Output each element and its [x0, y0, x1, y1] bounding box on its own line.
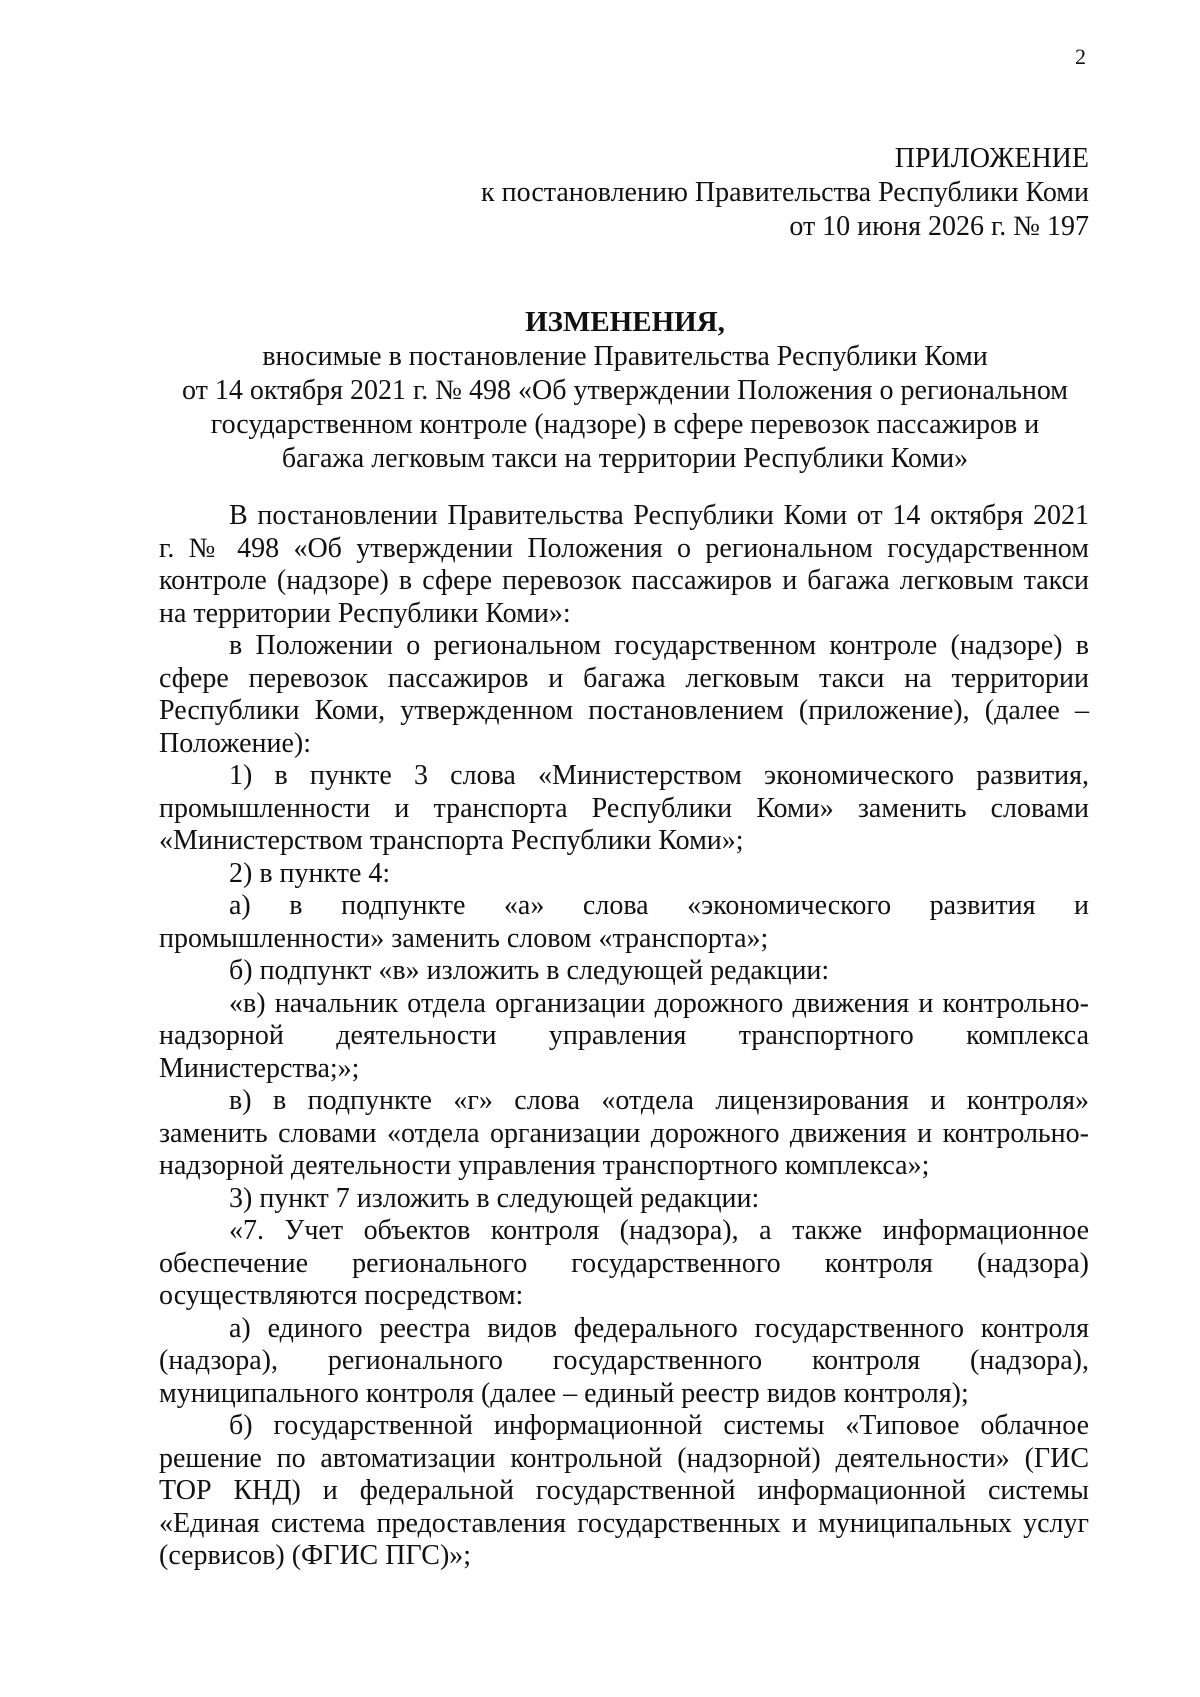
paragraph-item-7a: а) единого реестра видов федерального государственного контроля (надзора), регионального государственного контроля (надзора), муниципального контроля (далее – единый реестр видов контроля);: [159, 1312, 1089, 1409]
paragraph-item-2c: в) в подпункте «г» слова «отдела лицензирования и контроля» заменить словами «отдела организации дорожного движения и контрольно-надзорной деятельности управления транспортного комплекса»;: [159, 1085, 1089, 1181]
paragraph-intro: В постановлении Правительства Республики Коми от 14 октября 2021 г. № 498 «Об утверждении Положения о региональном государственном контроле (надзоре) в сфере перевозок пассажиров и багажа легковым такси на территории Республики Коми»:: [159, 500, 1089, 629]
paragraph-item-3: 3) пункт 7 изложить в следующей редакции:: [229, 1182, 760, 1214]
document-heading: [160, 305, 1090, 476]
appendix-reference: к постановлению Правительства Республики Коми: [481, 177, 1089, 208]
appendix-date: от 10 июня 2026 г. № 197: [789, 211, 1089, 242]
document-title: ИЗМЕНЕНИЯ,: [525, 306, 725, 338]
paragraph-item-2: 2) в пункте 4:: [229, 857, 391, 889]
paragraph-item-1: 1) в пункте 3 слова «Министерством экономического развития, промышленности и транспорта Республики Коми» заменить словами «Министерством транспорта Республики Коми»;: [159, 760, 1089, 856]
paragraph-item-7: «7. Учет объектов контроля (надзора), а также информационное обеспечение регионального государственного контроля (надзора) осуществляются посредством:: [159, 1215, 1089, 1311]
appendix-title: ПРИЛОЖЕНИЕ: [894, 143, 1089, 174]
heading-line-2: от 14 октября 2021 г. № 498 «Об утверждении Положения о региональном: [181, 375, 1069, 406]
heading-line-3: государственном контроле (надзоре) в сфере перевозок пассажиров и: [210, 409, 1040, 440]
heading-line-4: багажа легковым такси на территории Республики Коми»: [281, 443, 969, 474]
document-body: [159, 500, 1089, 1573]
heading-line-1: вносимые в постановление Правительства Республики Коми: [262, 341, 988, 372]
paragraph-regulation: в Положении о региональном государственном контроле (надзоре) в сфере перевозок пассажиров и багажа легковым такси на территории Республики Коми, утвержденном постановлением (приложение), (далее – Положение):: [159, 630, 1089, 759]
paragraph-item-2b-text: «в) начальник отдела организации дорожного движения и контрольно-надзорной деятельности управления транспортного комплекса Министерства;»;: [159, 987, 1089, 1084]
appendix-block: [389, 142, 1089, 244]
paragraph-item-7b: б) государственной информационной системы «Типовое облачное решение по автоматизации контрольной (надзорной) деятельности» (ГИС ТОР КНД) и федеральной государственной информационной системы «Единая система предоставления государственных и муниципальных услуг (сервисов) (ФГИС ПГС)»;: [159, 1410, 1089, 1571]
paragraph-item-2a: а) в подпункте «а» слова «экономического развития и промышленности» заменить словом «транспорта»;: [159, 890, 1089, 954]
paragraph-item-2b: б) подпункт «в» изложить в следующей редакции:: [229, 955, 830, 986]
page-number: 2: [1075, 44, 1086, 69]
